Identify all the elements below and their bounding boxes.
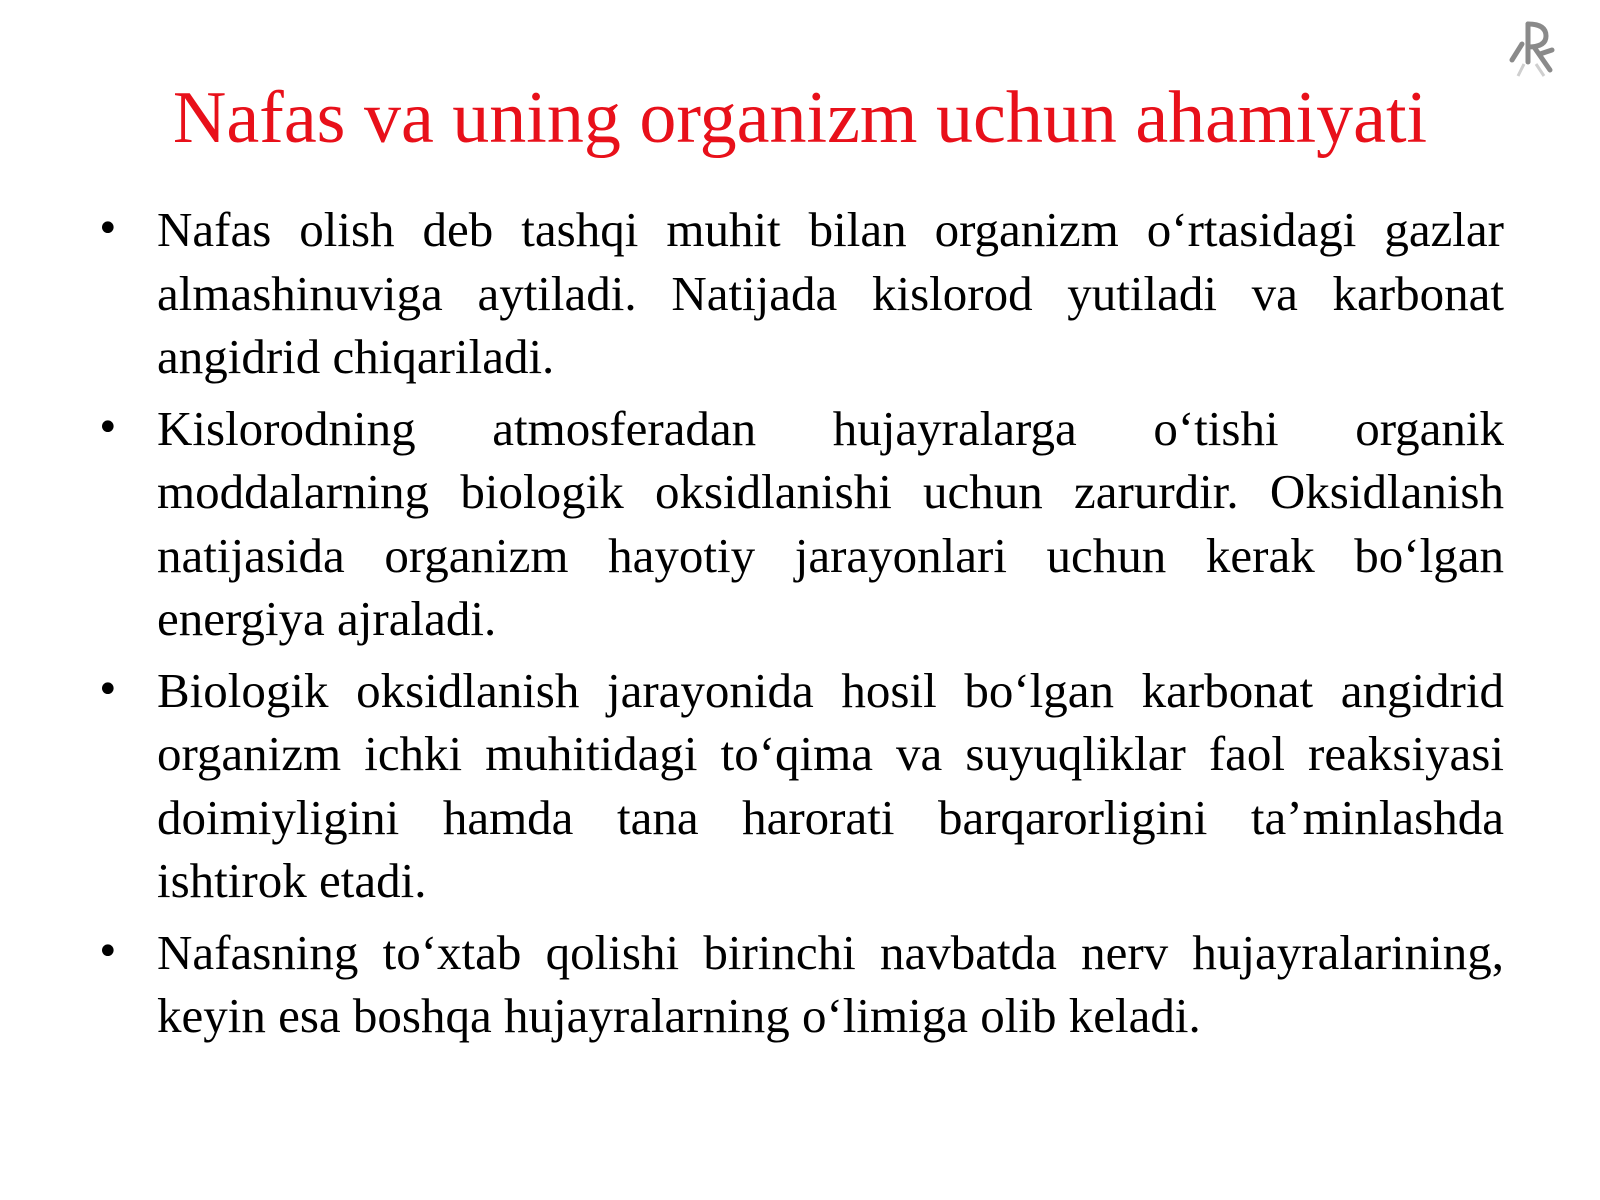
bullet-icon: • bbox=[96, 404, 120, 451]
list-item bbox=[92, 397, 1504, 651]
bullet-text: Kislorodning atmosferadan hujayralarga o‘tishi organik moddalarning biologik oksidlanishi uchun zarurdir. Oksidlanish natijasida organizm hayotiy jarayonlari uchun kerak bo‘lgan energiya ajraladi. bbox=[157, 400, 1504, 646]
bullet-text: Nafas olish deb tashqi muhit bilan organizm o‘rtasidagi gazlar almashinuviga aytiladi. Natijada kislorod yutiladi va karbonat angidrid chiqariladi. bbox=[157, 202, 1504, 384]
bullet-icon: • bbox=[96, 666, 120, 713]
bullet-icon: • bbox=[96, 928, 120, 975]
list-item bbox=[92, 659, 1504, 913]
slide-title: Nafas va uning organizm uchun ahamiyati bbox=[172, 77, 1428, 159]
bullet-icon: • bbox=[96, 206, 120, 252]
list-item bbox=[92, 198, 1504, 389]
bullet-text: Nafasning to‘xtab qolishi birinchi navbatda nerv hujayralarining, keyin esa boshqa hujayralarning o‘limiga olib keladi. bbox=[157, 924, 1504, 1043]
bullet-text: Biologik oksidlanish jarayonida hosil bo‘lgan karbonat angidrid organizm ichki muhitidagi to‘qima va suyuqliklar faol reaksiyasi doimiyligini hamda tana harorati barqarorligini ta’minlashda ishtirok etadi. bbox=[157, 662, 1504, 908]
bullet-list bbox=[92, 198, 1504, 1056]
list-item bbox=[92, 921, 1504, 1048]
